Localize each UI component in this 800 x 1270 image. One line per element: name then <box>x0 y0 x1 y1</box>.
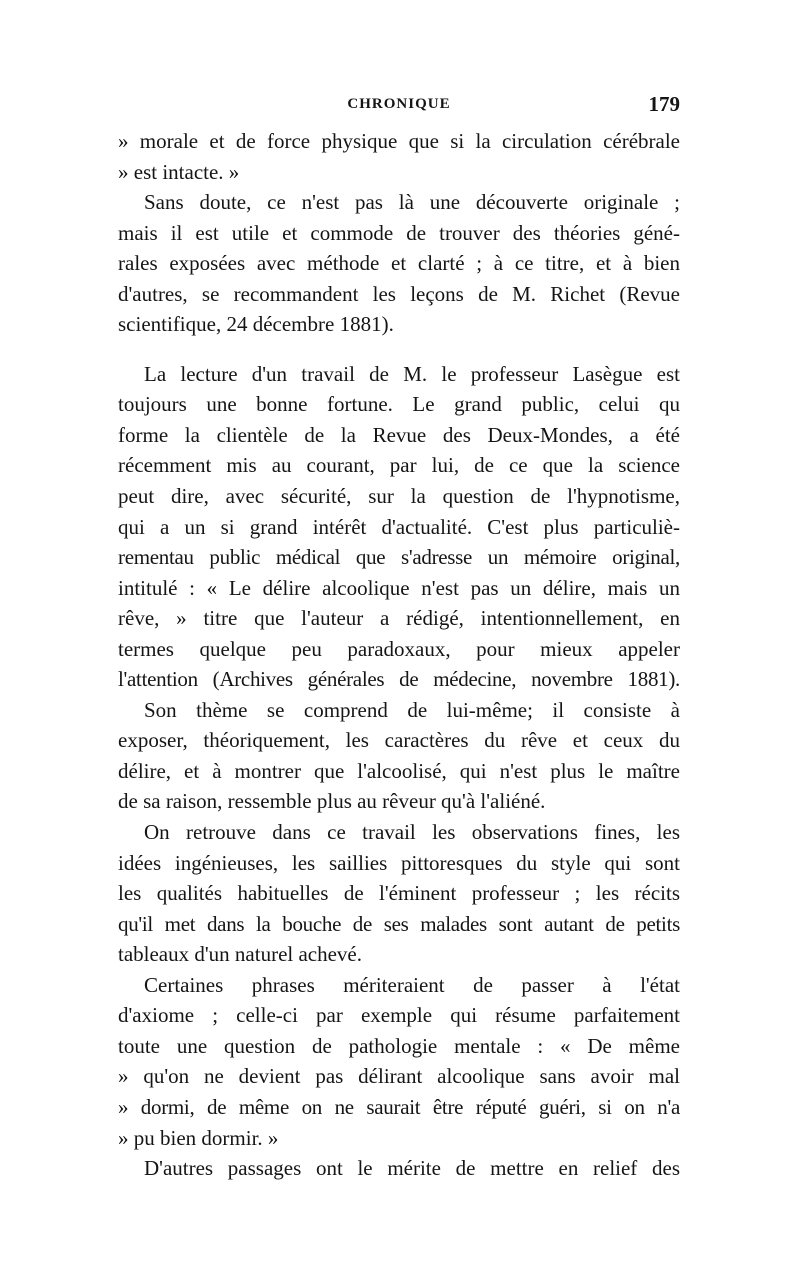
text-line: les qualités habituelles de l'éminent professeur ; les récits <box>118 881 680 906</box>
paragraph <box>118 187 680 340</box>
text-line: qui a un si grand intérêt d'actualité. C'est plus particuliè- <box>118 514 680 539</box>
text-line: termes quelque peu paradoxaux, pour mieux appeler <box>118 636 680 661</box>
text-line: peut dire, avec sécurité, sur la question de l'hypnotisme, <box>118 484 680 509</box>
paragraph <box>118 695 680 817</box>
running-header <box>118 94 680 118</box>
paragraph <box>118 970 680 1153</box>
paragraph <box>118 1153 680 1184</box>
text-line: Sans doute, ce n'est pas là une découverte originale ; <box>144 190 680 215</box>
text-line: de sa raison, ressemble plus au rêveur qu'à l'aliéné. <box>118 789 546 814</box>
page-number: 179 <box>648 92 680 116</box>
paragraph <box>118 359 680 695</box>
text-line: » morale et de force physique que si la circulation cérébrale <box>118 129 680 153</box>
text-line: récemment mis au courant, par lui, de ce que la science <box>118 453 680 478</box>
text-line: d'axiome ; celle-ci par exemple qui résume parfaitement <box>118 1003 680 1028</box>
text-line: forme la clientèle de la Revue des Deux-Mondes, a été <box>118 422 680 447</box>
text-line: toujours une bonne fortune. Le grand public, celui qu <box>118 392 680 417</box>
text-line: tableaux d'un naturel achevé. <box>118 942 363 967</box>
text-line: idées ingénieuses, les saillies pittoresques du style qui sont <box>118 850 680 875</box>
text-line: toute une question de pathologie mentale : « De même <box>118 1033 680 1058</box>
text-line: qu'il met dans la bouche de ses malades sont autant de petits <box>118 911 680 936</box>
paragraph <box>118 126 680 187</box>
text-line: Son thème se comprend de lui-même; il consiste à <box>144 697 680 722</box>
body-text <box>118 126 680 1184</box>
text-line: » qu'on ne devient pas délirant alcoolique sans avoir mal <box>118 1064 680 1089</box>
text-line: scientifique, 24 décembre 1881). <box>118 312 394 337</box>
text-line: délire, et à montrer que l'alcoolisé, qui n'est plus le maître <box>118 758 680 783</box>
text-line: mais il est utile et commode de trouver des théories géné- <box>118 220 680 245</box>
text-line: » est intacte. » <box>118 159 240 184</box>
text-line: exposer, théoriquement, les caractères du rêve et ceux du <box>118 728 680 753</box>
paragraph <box>118 817 680 970</box>
text-line: l'attention (Archives générales de médecine, novembre 1881). <box>118 667 680 692</box>
text-line: D'autres passages ont le mérite de mettre en relief des <box>144 1156 680 1181</box>
text-line: On retrouve dans ce travail les observations fines, les <box>144 820 680 845</box>
text-line: rêve, » titre que l'auteur a rédigé, intentionnellement, en <box>118 606 680 631</box>
text-line: » pu bien dormir. » <box>118 1125 279 1150</box>
text-line: d'autres, se recommandent les leçons de M. Richet (Revue <box>118 281 680 306</box>
text-line: rementau public médical que s'adresse un mémoire original, <box>118 545 680 570</box>
text-line: Certaines phrases mériteraient de passer à l'état <box>144 972 680 997</box>
text-line: » dormi, de même on ne saurait être réputé guéri, si on n'a <box>118 1094 680 1119</box>
text-line: rales exposées avec méthode et clarté ; à ce titre, et à bien <box>118 251 680 276</box>
running-title: CHRONIQUE <box>347 96 451 112</box>
text-line: La lecture d'un travail de M. le professeur Lasègue est <box>144 361 680 386</box>
text-line: intitulé : « Le délire alcoolique n'est pas un délire, mais un <box>118 575 680 600</box>
